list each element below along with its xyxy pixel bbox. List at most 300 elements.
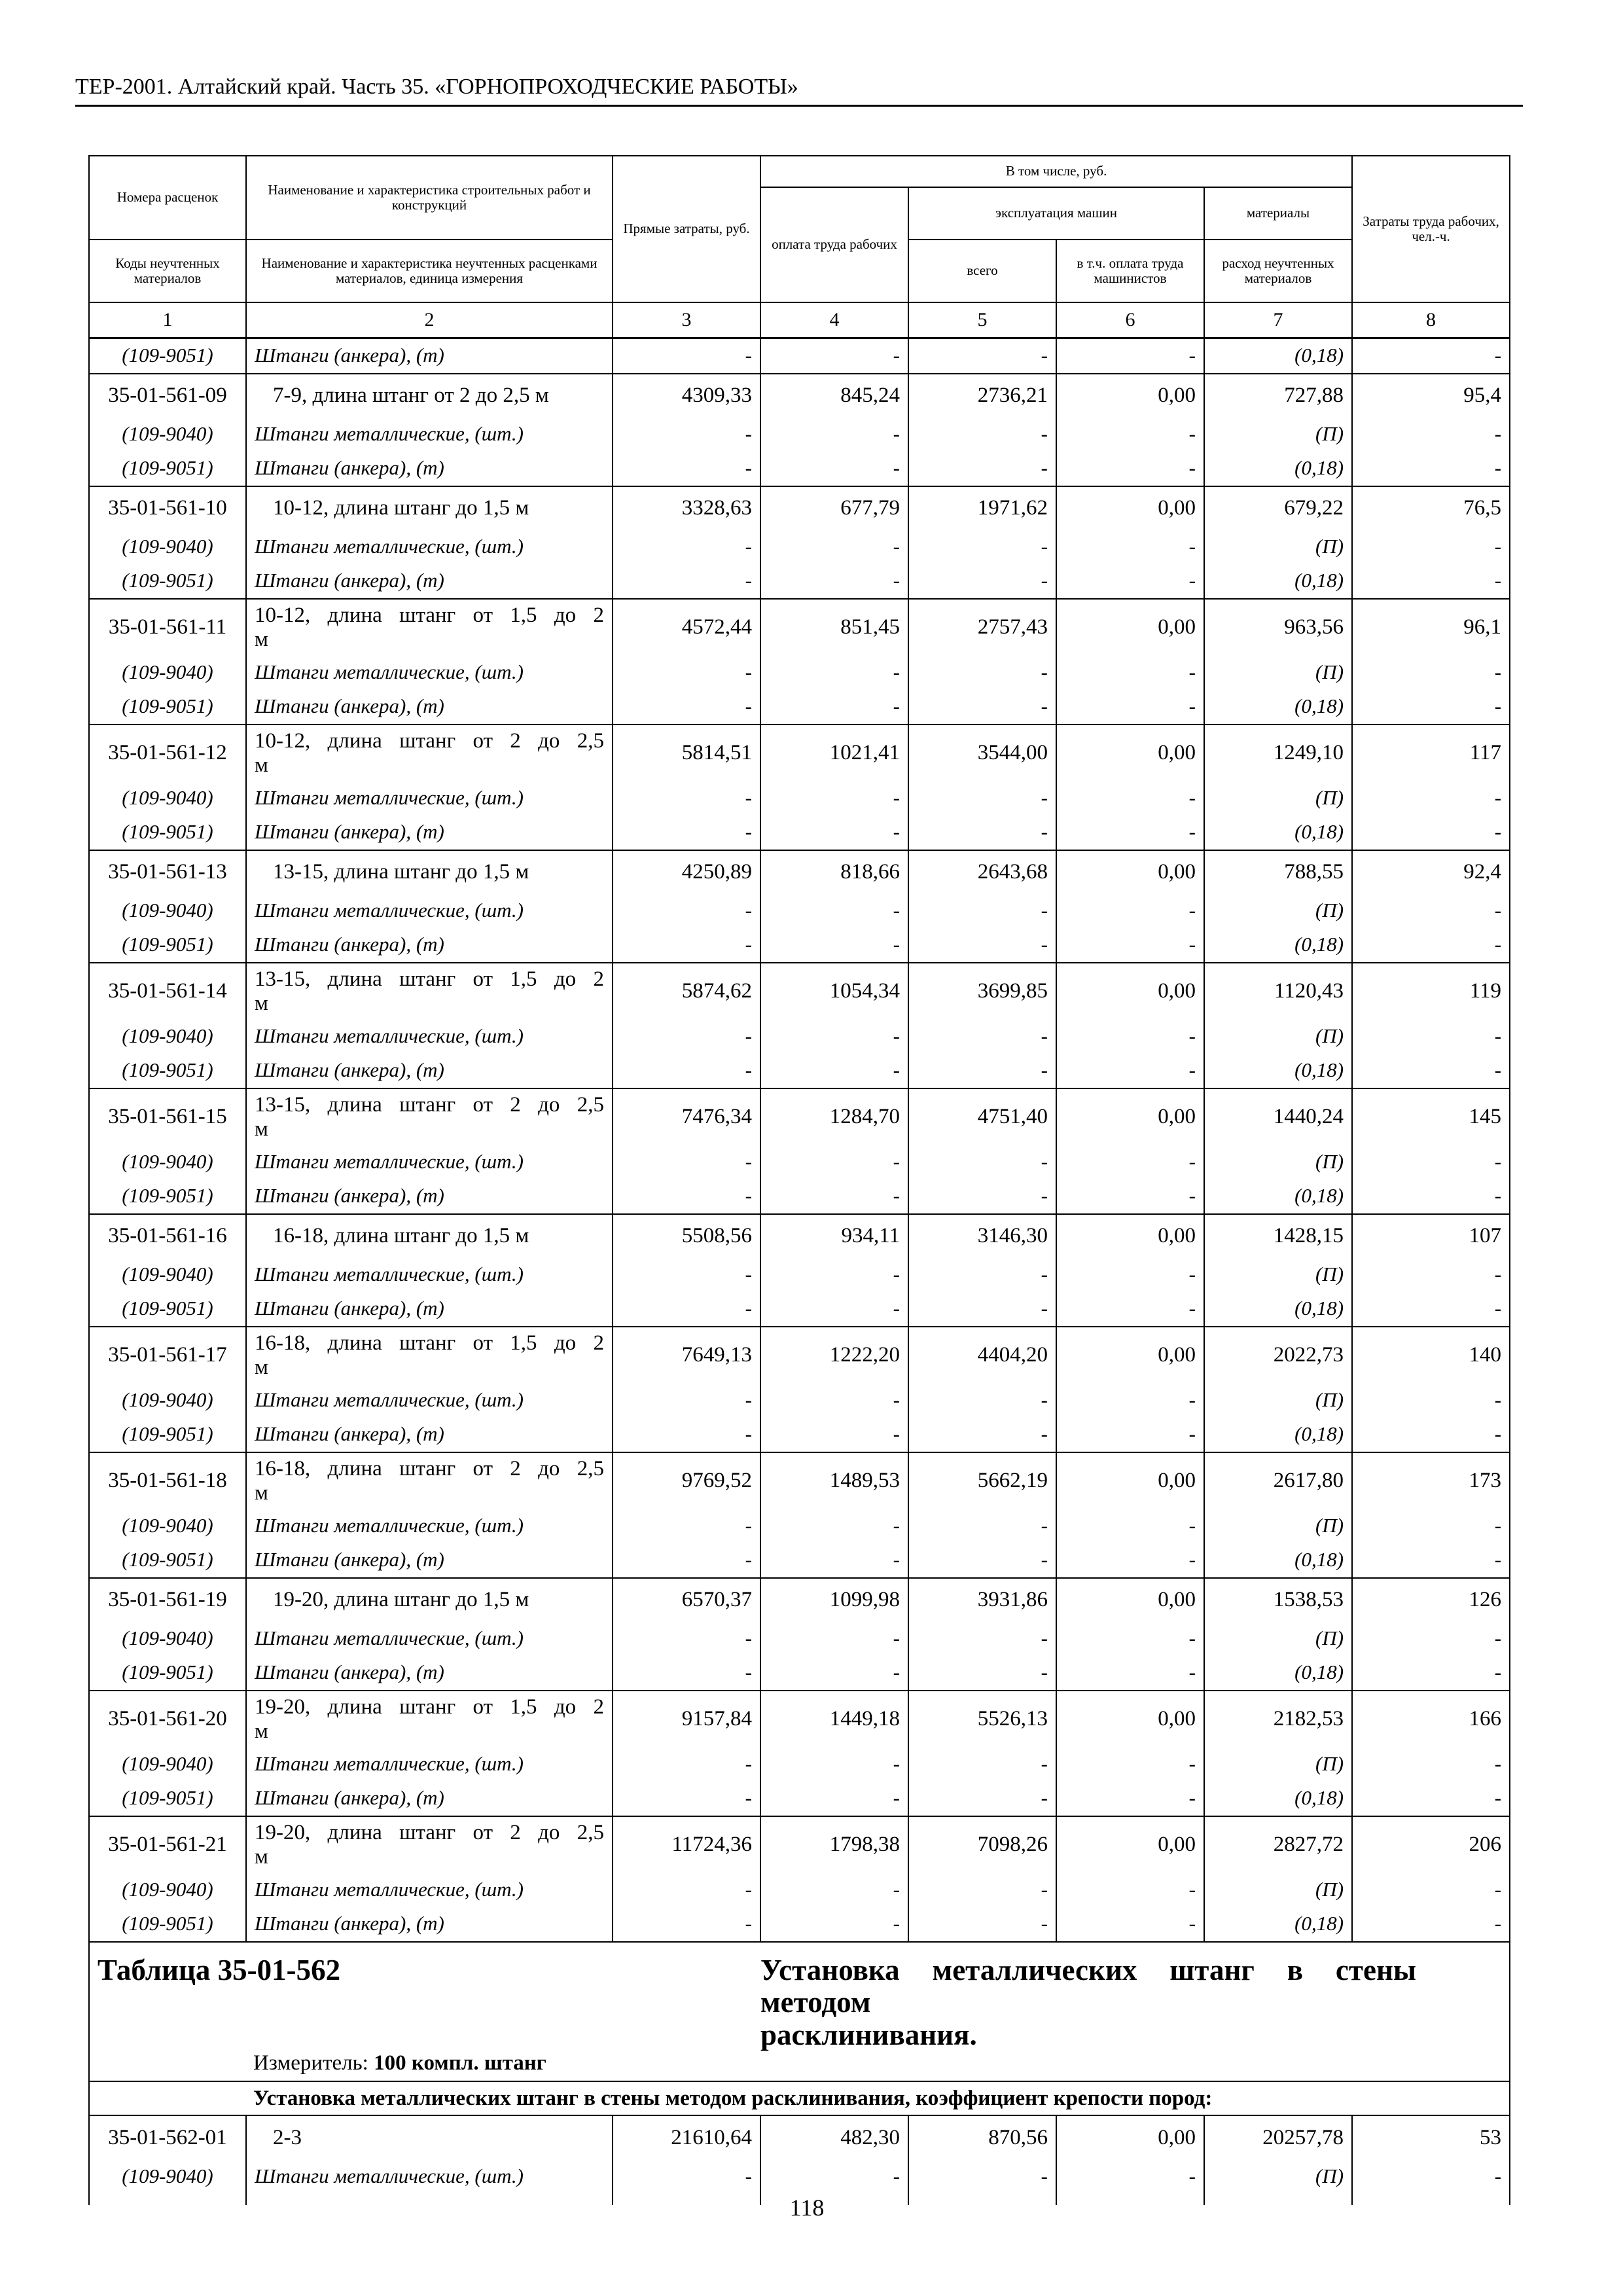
value-cell: - bbox=[760, 1020, 908, 1054]
value-cell: - bbox=[613, 1418, 760, 1452]
value-cell: 1538,53 bbox=[1204, 1578, 1352, 1622]
value-cell: - bbox=[613, 530, 760, 564]
material-code: (109-9040) bbox=[89, 418, 246, 452]
material-row bbox=[89, 1622, 1510, 1656]
value-cell: - bbox=[613, 656, 760, 690]
rate-row bbox=[89, 963, 1510, 1020]
value-cell: - bbox=[760, 1179, 908, 1214]
material-name: Штанги (анкера), (т) bbox=[246, 1418, 613, 1452]
value-cell: - bbox=[613, 418, 760, 452]
value-cell: - bbox=[613, 1384, 760, 1418]
material-code: (109-9051) bbox=[89, 1782, 246, 1816]
value-cell: - bbox=[908, 1145, 1056, 1179]
rate-description-line1: 13-15, длина штанг от 1,5 до 2 bbox=[255, 967, 604, 992]
value-cell: 0,00 bbox=[1056, 1452, 1204, 1509]
rate-description-line1: 16-18, длина штанг от 1,5 до 2 bbox=[255, 1331, 604, 1355]
value-cell: - bbox=[613, 1622, 760, 1656]
rate-row bbox=[89, 1214, 1510, 1258]
material-row bbox=[89, 564, 1510, 599]
value-cell: - bbox=[1056, 1292, 1204, 1327]
rate-code: 35-01-561-09 bbox=[89, 374, 246, 418]
value-cell: (0,18) bbox=[1204, 690, 1352, 725]
value-cell: 92,4 bbox=[1352, 850, 1510, 894]
value-cell: 4250,89 bbox=[613, 850, 760, 894]
value-cell: - bbox=[1352, 894, 1510, 928]
material-code: (109-9051) bbox=[89, 338, 246, 374]
value-cell: - bbox=[1056, 1020, 1204, 1054]
value-cell: - bbox=[613, 1145, 760, 1179]
rate-code: 35-01-561-12 bbox=[89, 725, 246, 781]
value-cell: 117 bbox=[1352, 725, 1510, 781]
value-cell: (П) bbox=[1204, 418, 1352, 452]
column-number-row bbox=[89, 302, 1510, 338]
rate-code: 35-01-561-19 bbox=[89, 1578, 246, 1622]
value-cell: 11724,36 bbox=[613, 1816, 760, 1873]
value-cell: - bbox=[760, 1292, 908, 1327]
value-cell: - bbox=[1352, 928, 1510, 963]
value-cell: - bbox=[760, 690, 908, 725]
value-cell: - bbox=[1352, 1292, 1510, 1327]
value-cell: - bbox=[613, 2159, 760, 2193]
value-cell: (П) bbox=[1204, 1748, 1352, 1782]
value-cell: - bbox=[760, 1656, 908, 1691]
value-cell: - bbox=[1056, 1054, 1204, 1088]
value-cell: 206 bbox=[1352, 1816, 1510, 1873]
value-cell: - bbox=[1352, 338, 1510, 374]
value-cell: 119 bbox=[1352, 963, 1510, 1020]
material-row bbox=[89, 928, 1510, 963]
rate-row bbox=[89, 850, 1510, 894]
value-cell: - bbox=[613, 1020, 760, 1054]
column-number: 7 bbox=[1204, 302, 1352, 338]
value-cell: - bbox=[908, 1509, 1056, 1543]
material-code: (109-9051) bbox=[89, 1656, 246, 1691]
value-cell: - bbox=[760, 928, 908, 963]
value-cell: - bbox=[613, 894, 760, 928]
value-cell: 0,00 bbox=[1056, 963, 1204, 1020]
value-cell: - bbox=[613, 1782, 760, 1816]
material-code: (109-9051) bbox=[89, 1179, 246, 1214]
material-code: (109-9051) bbox=[89, 690, 246, 725]
material-name: Штанги металлические, (шт.) bbox=[246, 656, 613, 690]
value-cell: - bbox=[613, 1907, 760, 1942]
value-cell: - bbox=[613, 1873, 760, 1907]
rate-description-line1: 16-18, длина штанг от 2 до 2,5 bbox=[255, 1457, 604, 1481]
value-cell: (П) bbox=[1204, 530, 1352, 564]
value-cell: - bbox=[760, 894, 908, 928]
value-cell: - bbox=[1352, 1418, 1510, 1452]
rate-description bbox=[246, 1691, 613, 1748]
page-number: 118 bbox=[789, 2195, 825, 2221]
value-cell: (П) bbox=[1204, 1258, 1352, 1292]
value-cell: 4309,33 bbox=[613, 374, 760, 418]
material-row bbox=[89, 1179, 1510, 1214]
value-cell: - bbox=[1056, 564, 1204, 599]
material-name: Штанги металлические, (шт.) bbox=[246, 1020, 613, 1054]
rate-code: 35-01-561-13 bbox=[89, 850, 246, 894]
value-cell: 677,79 bbox=[760, 486, 908, 530]
rate-description-line1: 19-20, длина штанг от 2 до 2,5 bbox=[255, 1821, 604, 1845]
value-cell: - bbox=[1056, 1384, 1204, 1418]
value-cell: 963,56 bbox=[1204, 599, 1352, 656]
value-cell: - bbox=[1056, 418, 1204, 452]
value-cell: - bbox=[1352, 1782, 1510, 1816]
material-code: (109-9040) bbox=[89, 781, 246, 816]
column-number: 6 bbox=[1056, 302, 1204, 338]
value-cell: - bbox=[1056, 1907, 1204, 1942]
page-header: ТЕР-2001. Алтайский край. Часть 35. «ГОРНОПРОХОДЧЕСКИЕ РАБОТЫ» bbox=[75, 75, 798, 99]
material-name: Штанги (анкера), (т) bbox=[246, 816, 613, 850]
rate-code: 35-01-561-18 bbox=[89, 1452, 246, 1509]
value-cell: 7476,34 bbox=[613, 1088, 760, 1145]
material-name: Штанги металлические, (шт.) bbox=[246, 1748, 613, 1782]
value-cell: - bbox=[1352, 1509, 1510, 1543]
value-cell: (0,18) bbox=[1204, 338, 1352, 374]
value-cell: (П) bbox=[1204, 1020, 1352, 1054]
value-cell: - bbox=[613, 1179, 760, 1214]
value-cell: - bbox=[1056, 1509, 1204, 1543]
subtitle-cell: Установка металлических штанг в стены методом расклинивания, коэффициент крепости пород: bbox=[89, 2081, 1510, 2115]
value-cell: - bbox=[1056, 894, 1204, 928]
value-cell: - bbox=[1056, 1543, 1204, 1578]
value-cell: - bbox=[908, 1054, 1056, 1088]
value-cell: - bbox=[760, 1782, 908, 1816]
value-cell: 1428,15 bbox=[1204, 1214, 1352, 1258]
col-header-labor-cost: Затраты труда рабочих, чел.-ч. bbox=[1352, 156, 1510, 302]
material-row bbox=[89, 894, 1510, 928]
col-header-total: всего bbox=[908, 240, 1056, 302]
value-cell: - bbox=[760, 564, 908, 599]
value-cell: - bbox=[908, 1748, 1056, 1782]
rate-row bbox=[89, 374, 1510, 418]
material-row bbox=[89, 530, 1510, 564]
col-header-number: Номера расценок bbox=[89, 156, 246, 240]
material-row bbox=[89, 1292, 1510, 1327]
value-cell: - bbox=[908, 656, 1056, 690]
rate-description-line2: м bbox=[255, 991, 268, 1015]
value-cell: (0,18) bbox=[1204, 1179, 1352, 1214]
material-name: Штанги металлические, (шт.) bbox=[246, 1145, 613, 1179]
value-cell: - bbox=[1352, 690, 1510, 725]
col-header-direct: Прямые затраты, руб. bbox=[613, 156, 760, 302]
material-name: Штанги (анкера), (т) bbox=[246, 690, 613, 725]
value-cell: - bbox=[1056, 1145, 1204, 1179]
value-cell: - bbox=[1056, 1782, 1204, 1816]
value-cell: - bbox=[1352, 530, 1510, 564]
column-number: 1 bbox=[89, 302, 246, 338]
material-code: (109-9040) bbox=[89, 1384, 246, 1418]
value-cell: - bbox=[760, 1748, 908, 1782]
material-name: Штанги (анкера), (т) bbox=[246, 1907, 613, 1942]
value-cell: 2182,53 bbox=[1204, 1691, 1352, 1748]
value-cell: 1021,41 bbox=[760, 725, 908, 781]
value-cell: - bbox=[760, 530, 908, 564]
rate-description-line1: 10-12, длина штанг от 1,5 до 2 bbox=[255, 603, 604, 628]
value-cell: - bbox=[1056, 1622, 1204, 1656]
tail-cell bbox=[246, 2193, 613, 2205]
material-name: Штанги (анкера), (т) bbox=[246, 928, 613, 963]
value-cell: 2643,68 bbox=[908, 850, 1056, 894]
value-cell: - bbox=[760, 1622, 908, 1656]
value-cell: 0,00 bbox=[1056, 725, 1204, 781]
material-row bbox=[89, 1145, 1510, 1179]
value-cell: (П) bbox=[1204, 656, 1352, 690]
value-cell: - bbox=[908, 530, 1056, 564]
value-cell: 140 bbox=[1352, 1327, 1510, 1384]
column-number: 4 bbox=[760, 302, 908, 338]
value-cell: - bbox=[613, 338, 760, 374]
rate-description-line2: м bbox=[255, 627, 268, 651]
material-row bbox=[89, 1054, 1510, 1088]
value-cell: - bbox=[760, 1145, 908, 1179]
value-cell: - bbox=[1352, 816, 1510, 850]
value-cell: 679,22 bbox=[1204, 486, 1352, 530]
rate-code: 35-01-561-17 bbox=[89, 1327, 246, 1384]
material-code: (109-9040) bbox=[89, 1873, 246, 1907]
material-name: Штанги металлические, (шт.) bbox=[246, 1509, 613, 1543]
value-cell: - bbox=[908, 452, 1056, 486]
value-cell: (0,18) bbox=[1204, 1782, 1352, 1816]
material-name: Штанги металлические, (шт.) bbox=[246, 1622, 613, 1656]
rate-row bbox=[89, 1088, 1510, 1145]
value-cell: 76,5 bbox=[1352, 486, 1510, 530]
material-row bbox=[89, 1782, 1510, 1816]
value-cell: - bbox=[1352, 1179, 1510, 1214]
value-cell: - bbox=[908, 564, 1056, 599]
value-cell: - bbox=[1056, 690, 1204, 725]
value-cell: - bbox=[1352, 1020, 1510, 1054]
section-title-line2: расклинивания. bbox=[760, 2018, 977, 2051]
material-code: (109-9040) bbox=[89, 1509, 246, 1543]
value-cell: - bbox=[1352, 1907, 1510, 1942]
value-cell: - bbox=[908, 1543, 1056, 1578]
value-cell: - bbox=[1352, 2159, 1510, 2193]
rates-table bbox=[88, 155, 1510, 2205]
column-number: 5 bbox=[908, 302, 1056, 338]
rate-row bbox=[89, 486, 1510, 530]
value-cell: (0,18) bbox=[1204, 1418, 1352, 1452]
value-cell: 2617,80 bbox=[1204, 1452, 1352, 1509]
value-cell: - bbox=[1352, 452, 1510, 486]
value-cell: - bbox=[613, 564, 760, 599]
value-cell: 1120,43 bbox=[1204, 963, 1352, 1020]
rate-row bbox=[89, 725, 1510, 781]
material-row bbox=[89, 418, 1510, 452]
tail-cell bbox=[89, 2193, 246, 2205]
rate-description-line1: 19-20, длина штанг от 1,5 до 2 bbox=[255, 1695, 604, 1719]
value-cell: 0,00 bbox=[1056, 599, 1204, 656]
col-header-machines: эксплуатация машин bbox=[908, 187, 1204, 240]
value-cell: - bbox=[613, 1292, 760, 1327]
value-cell: 145 bbox=[1352, 1088, 1510, 1145]
value-cell: - bbox=[613, 690, 760, 725]
section-label-cell bbox=[89, 1942, 760, 2052]
tail-cell bbox=[908, 2193, 1056, 2205]
value-cell: - bbox=[1056, 1418, 1204, 1452]
material-row bbox=[89, 1543, 1510, 1578]
value-cell: 0,00 bbox=[1056, 1578, 1204, 1622]
material-name: Штанги (анкера), (т) bbox=[246, 1543, 613, 1578]
material-code: (109-9051) bbox=[89, 1054, 246, 1088]
value-cell: - bbox=[760, 1418, 908, 1452]
value-cell: 5526,13 bbox=[908, 1691, 1056, 1748]
value-cell: 5508,56 bbox=[613, 1214, 760, 1258]
value-cell: - bbox=[613, 1543, 760, 1578]
value-cell: 53 bbox=[1352, 2115, 1510, 2159]
value-cell: 95,4 bbox=[1352, 374, 1510, 418]
value-cell: - bbox=[1056, 656, 1204, 690]
value-cell: - bbox=[1056, 530, 1204, 564]
rate-description bbox=[246, 599, 613, 656]
rate-row bbox=[89, 1816, 1510, 1873]
material-name: Штанги металлические, (шт.) bbox=[246, 2159, 613, 2193]
rate-description-line2: м bbox=[255, 1480, 268, 1505]
value-cell: - bbox=[1056, 1179, 1204, 1214]
value-cell: 1284,70 bbox=[760, 1088, 908, 1145]
section-title-cell bbox=[760, 1942, 1510, 2052]
rate-description-line2: м bbox=[255, 1117, 268, 1141]
value-cell: (0,18) bbox=[1204, 1907, 1352, 1942]
material-code: (109-9051) bbox=[89, 1907, 246, 1942]
material-name: Штанги (анкера), (т) bbox=[246, 1782, 613, 1816]
value-cell: (П) bbox=[1204, 894, 1352, 928]
value-cell: - bbox=[908, 1656, 1056, 1691]
value-cell: 9769,52 bbox=[613, 1452, 760, 1509]
value-cell: - bbox=[1352, 1873, 1510, 1907]
value-cell: 1489,53 bbox=[760, 1452, 908, 1509]
value-cell: 3146,30 bbox=[908, 1214, 1056, 1258]
value-cell: - bbox=[1056, 1258, 1204, 1292]
value-cell: 0,00 bbox=[1056, 2115, 1204, 2159]
value-cell: - bbox=[1056, 2159, 1204, 2193]
value-cell: 96,1 bbox=[1352, 599, 1510, 656]
value-cell: - bbox=[760, 1054, 908, 1088]
tail-cell bbox=[1056, 2193, 1204, 2205]
tail-cell bbox=[1204, 2193, 1352, 2205]
value-cell: - bbox=[1352, 1748, 1510, 1782]
value-cell: 845,24 bbox=[760, 374, 908, 418]
material-code: (109-9040) bbox=[89, 1145, 246, 1179]
rate-code: 35-01-561-21 bbox=[89, 1816, 246, 1873]
col-header-materials: материалы bbox=[1204, 187, 1352, 240]
value-cell: 5874,62 bbox=[613, 963, 760, 1020]
value-cell: (П) bbox=[1204, 1622, 1352, 1656]
rate-row bbox=[89, 1691, 1510, 1748]
value-cell: - bbox=[613, 1509, 760, 1543]
value-cell: - bbox=[760, 418, 908, 452]
value-cell: - bbox=[908, 690, 1056, 725]
rate-code: 35-01-561-14 bbox=[89, 963, 246, 1020]
rate-description: 2-3 bbox=[246, 2115, 613, 2159]
material-row bbox=[89, 1258, 1510, 1292]
material-code: (109-9040) bbox=[89, 530, 246, 564]
rate-description bbox=[246, 1327, 613, 1384]
value-cell: - bbox=[908, 928, 1056, 963]
value-cell: - bbox=[613, 1748, 760, 1782]
value-cell: - bbox=[760, 781, 908, 816]
value-cell: - bbox=[613, 1054, 760, 1088]
rate-row bbox=[89, 1452, 1510, 1509]
value-cell: - bbox=[1352, 1145, 1510, 1179]
value-cell: (П) bbox=[1204, 2159, 1352, 2193]
value-cell: - bbox=[613, 452, 760, 486]
material-row bbox=[89, 656, 1510, 690]
rate-description-line2: м bbox=[255, 1844, 268, 1869]
tail-cell bbox=[1352, 2193, 1510, 2205]
value-cell: - bbox=[760, 656, 908, 690]
value-cell: 3699,85 bbox=[908, 963, 1056, 1020]
value-cell: - bbox=[1056, 928, 1204, 963]
value-cell: - bbox=[1352, 781, 1510, 816]
value-cell: - bbox=[1056, 452, 1204, 486]
value-cell: - bbox=[1056, 816, 1204, 850]
value-cell: (П) bbox=[1204, 1873, 1352, 1907]
value-cell: - bbox=[908, 418, 1056, 452]
material-code: (109-9051) bbox=[89, 452, 246, 486]
value-cell: 3328,63 bbox=[613, 486, 760, 530]
value-cell: 7649,13 bbox=[613, 1327, 760, 1384]
rate-description bbox=[246, 963, 613, 1020]
value-cell: 788,55 bbox=[1204, 850, 1352, 894]
material-name: Штанги металлические, (шт.) bbox=[246, 530, 613, 564]
value-cell: - bbox=[760, 1509, 908, 1543]
material-code: (109-9040) bbox=[89, 1748, 246, 1782]
material-name: Штанги (анкера), (т) bbox=[246, 1292, 613, 1327]
rate-description-line1: 13-15, длина штанг от 2 до 2,5 bbox=[255, 1093, 604, 1117]
value-cell: - bbox=[1352, 1054, 1510, 1088]
value-cell: 4572,44 bbox=[613, 599, 760, 656]
material-name: Штанги металлические, (шт.) bbox=[246, 1384, 613, 1418]
rate-description-line2: м bbox=[255, 1719, 268, 1743]
value-cell: - bbox=[613, 928, 760, 963]
value-cell: 1054,34 bbox=[760, 963, 908, 1020]
col-header-incl-mach: в т.ч. оплата труда машинистов bbox=[1056, 240, 1204, 302]
col-header-labor: оплата труда рабочих bbox=[760, 187, 908, 302]
value-cell: 1440,24 bbox=[1204, 1088, 1352, 1145]
material-name: Штанги металлические, (шт.) bbox=[246, 1258, 613, 1292]
material-name: Штанги металлические, (шт.) bbox=[246, 1873, 613, 1907]
value-cell: 126 bbox=[1352, 1578, 1510, 1622]
value-cell: - bbox=[1056, 1873, 1204, 1907]
value-cell: - bbox=[760, 816, 908, 850]
value-cell: - bbox=[1352, 564, 1510, 599]
value-cell: - bbox=[1056, 1748, 1204, 1782]
value-cell: (П) bbox=[1204, 1145, 1352, 1179]
value-cell: - bbox=[760, 1907, 908, 1942]
material-code: (109-9040) bbox=[89, 1258, 246, 1292]
value-cell: (0,18) bbox=[1204, 1054, 1352, 1088]
value-cell: (0,18) bbox=[1204, 564, 1352, 599]
value-cell: 1222,20 bbox=[760, 1327, 908, 1384]
value-cell: - bbox=[908, 338, 1056, 374]
value-cell: (П) bbox=[1204, 1384, 1352, 1418]
material-row bbox=[89, 1509, 1510, 1543]
value-cell: - bbox=[908, 781, 1056, 816]
rate-row bbox=[89, 2115, 1510, 2159]
value-cell: - bbox=[908, 2159, 1056, 2193]
value-cell: 0,00 bbox=[1056, 1327, 1204, 1384]
material-code: (109-9051) bbox=[89, 564, 246, 599]
material-row bbox=[89, 816, 1510, 850]
value-cell: 2827,72 bbox=[1204, 1816, 1352, 1873]
col-header-unacc-mat: расход неучтенных материалов bbox=[1204, 240, 1352, 302]
value-cell: 2757,43 bbox=[908, 599, 1056, 656]
material-code: (109-9051) bbox=[89, 1418, 246, 1452]
value-cell: - bbox=[908, 1020, 1056, 1054]
material-name: Штанги (анкера), (т) bbox=[246, 1656, 613, 1691]
value-cell: (0,18) bbox=[1204, 1543, 1352, 1578]
rate-description: 16-18, длина штанг до 1,5 м bbox=[246, 1214, 613, 1258]
